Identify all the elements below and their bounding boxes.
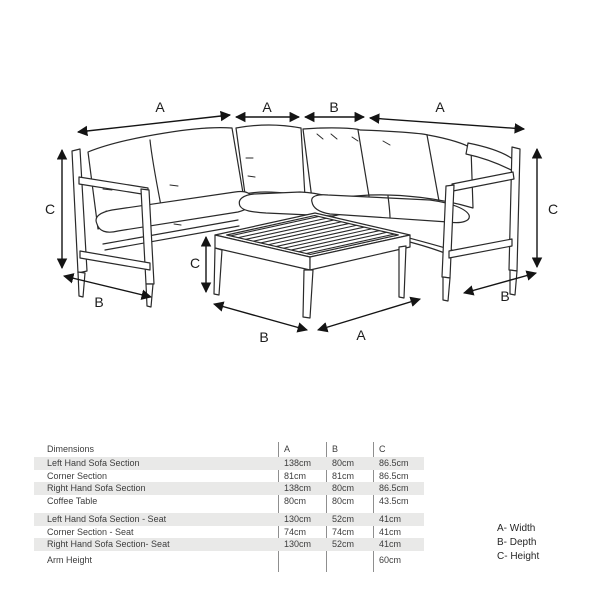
row-name: Right Hand Sofa Section- Seat (47, 539, 170, 549)
row-b: 52cm (332, 514, 355, 524)
row-name: Corner Section (47, 470, 108, 481)
row-name: Left Hand Sofa Section (47, 458, 140, 468)
table-row (34, 526, 424, 539)
table-depth-label: B (259, 329, 269, 345)
corner-sofa-drawing (72, 125, 520, 318)
row-a: 130cm (284, 539, 312, 549)
header-c: C (379, 444, 386, 455)
corner-back-cushion (236, 125, 305, 197)
table-header-row (34, 442, 424, 457)
row-c: 86.5cm (379, 483, 409, 493)
table-width-label: A (356, 327, 366, 343)
table-depth-arrow (214, 304, 307, 330)
row-name: Right Hand Sofa Section (47, 483, 146, 493)
left-depth-label: B (94, 294, 104, 310)
table-height-label: C (189, 255, 201, 271)
legend-width: A- Width (497, 523, 536, 534)
legend-depth: B- Depth (497, 537, 537, 548)
left-depth-arrow (64, 276, 151, 297)
right-height-label: C (547, 201, 559, 217)
row-b: 74cm (332, 526, 355, 537)
dimension-legend (497, 522, 539, 564)
row-a: 138cm (284, 458, 312, 468)
row-b: 80cm (332, 483, 355, 493)
row-name: Corner Section - Seat (47, 526, 134, 537)
right-sofa-width-arrow (370, 118, 524, 129)
row-c: 86.5cm (379, 458, 409, 468)
top-depth-label: B (329, 99, 339, 115)
row-c: 41cm (379, 539, 402, 549)
header-b: B (332, 444, 339, 455)
row-b: 80cm (332, 458, 355, 468)
row-c: 41cm (379, 514, 402, 524)
row-a: 80cm (284, 495, 307, 506)
row-c: 41cm (379, 526, 402, 537)
row-name: Coffee Table (47, 495, 98, 506)
table-row (34, 513, 424, 526)
table-row (34, 470, 424, 483)
header-a: A (284, 444, 291, 455)
row-c: 60cm (379, 554, 402, 565)
table-row (34, 457, 424, 470)
table-row (34, 538, 424, 551)
right-sofa-width-label: A (435, 99, 445, 115)
table-row (34, 554, 424, 567)
row-b: 81cm (332, 470, 355, 481)
legend-height: C- Height (497, 551, 540, 562)
dimensions-table (34, 442, 424, 566)
row-a: 74cm (284, 526, 307, 537)
row-b: 52cm (332, 539, 355, 549)
left-height-label: C (44, 201, 56, 217)
left-sofa-width-label: A (155, 99, 165, 115)
row-b: 80cm (332, 495, 355, 506)
table-row (34, 495, 424, 508)
row-a: 130cm (284, 514, 312, 524)
right-depth-label: B (500, 288, 510, 304)
corner-width-label: A (262, 99, 272, 115)
header-dimensions: Dimensions (47, 444, 95, 455)
row-name: Left Hand Sofa Section - Seat (47, 514, 167, 524)
row-a: 138cm (284, 483, 312, 493)
table-row (34, 482, 424, 495)
row-c: 86.5cm (379, 470, 409, 481)
row-a: 81cm (284, 470, 307, 481)
row-name: Arm Height (47, 554, 93, 565)
coffee-table-drawing (214, 213, 410, 318)
row-c: 43.5cm (379, 495, 409, 506)
table-width-arrow (318, 299, 420, 330)
